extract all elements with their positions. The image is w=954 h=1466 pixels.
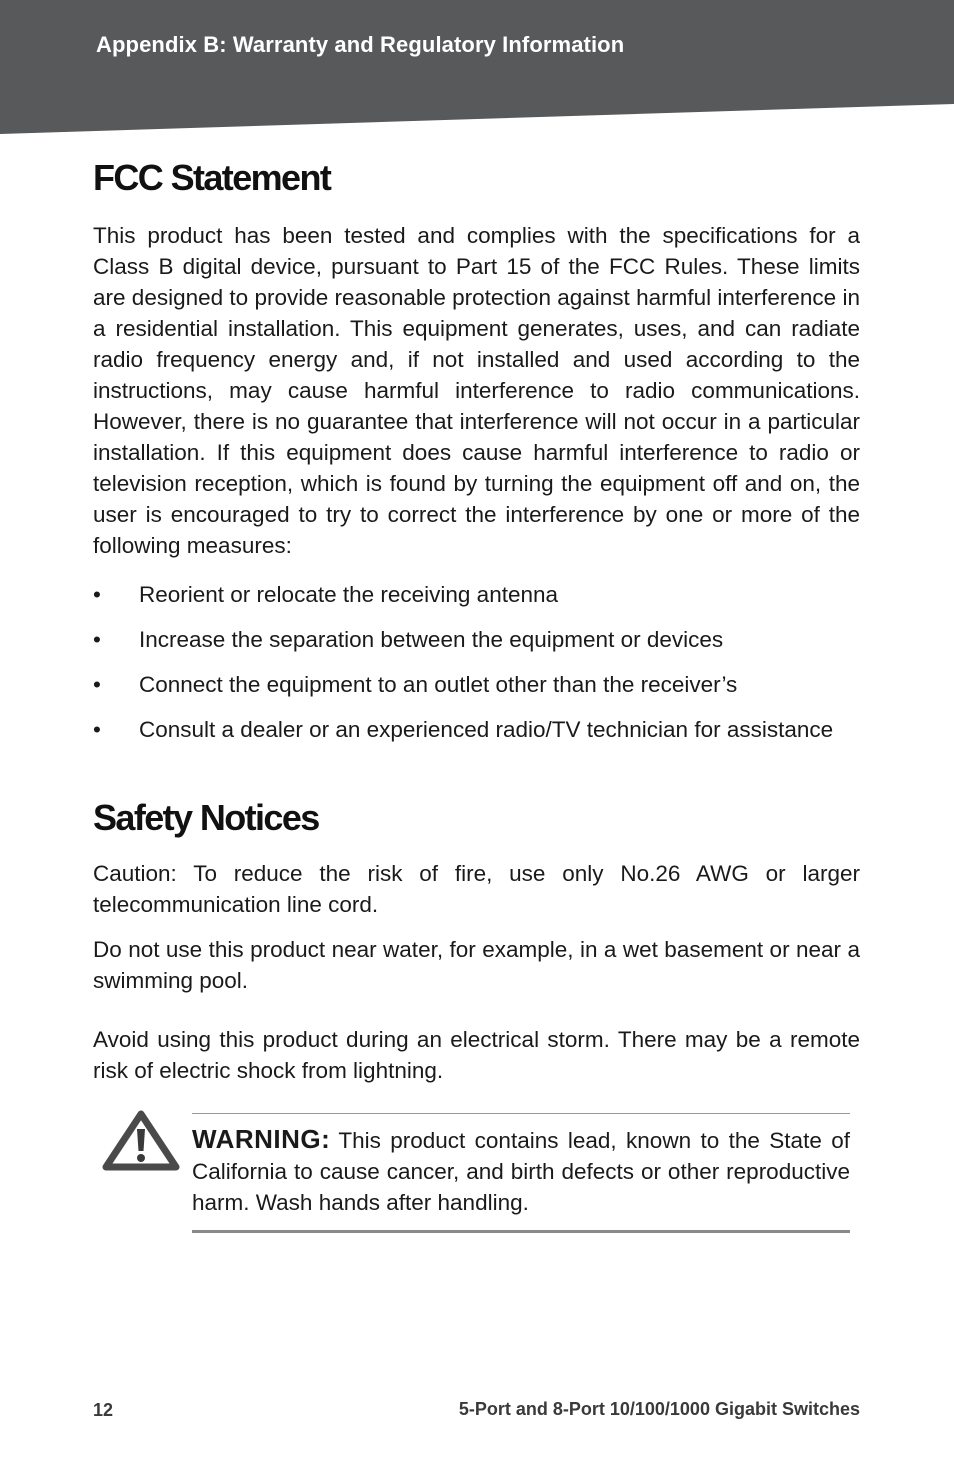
- list-item-text: Consult a dealer or an experienced radio/TV technician for assistance: [139, 717, 834, 742]
- safety-storm: [93, 1024, 860, 1086]
- measures-list: [93, 579, 860, 745]
- footer-product-name: 5-Port and 8-Port 10/100/1000 Gigabit Switches: [458, 1399, 860, 1419]
- bullet-icon: •: [93, 717, 101, 742]
- warning-triangle-icon: [102, 1109, 180, 1173]
- storm-paragraph: Avoid using this product during an electrical storm. There may be a remote risk of electric shock from lightning.: [93, 1027, 860, 1083]
- warning-text: [192, 1124, 850, 1218]
- water-paragraph: Do not use this product near water, for example, in a wet basement or near a swimming pool.: [93, 937, 860, 993]
- fcc-heading: FCC Statement: [93, 157, 331, 198]
- fcc-section: [93, 156, 860, 200]
- list-item: [93, 624, 860, 655]
- warning-label: WARNING:: [192, 1124, 331, 1154]
- safety-section: [93, 796, 860, 840]
- caution-paragraph: Caution: To reduce the risk of fire, use only No.26 AWG or larger telecommunication line cord.: [93, 861, 860, 917]
- list-item-text: Increase the separation between the equipment or devices: [139, 627, 724, 652]
- list-item-text: Connect the equipment to an outlet other than the receiver’s: [139, 672, 738, 697]
- list-item: [93, 714, 860, 745]
- header-band: [0, 0, 954, 134]
- safety-caution: [93, 858, 860, 920]
- list-item: [93, 669, 860, 700]
- list-item: [93, 579, 860, 610]
- chapter-title: Appendix B: Warranty and Regulatory Information: [96, 32, 625, 57]
- bullet-icon: •: [93, 672, 101, 697]
- fcc-measures: [93, 579, 860, 745]
- bullet-icon: •: [93, 582, 101, 607]
- fcc-body: [93, 220, 860, 561]
- warning-body: This product contains lead, known to the State of California to cause cancer, and birth defects or other reproductive harm. Wash hands after handling.: [192, 1128, 850, 1215]
- bullet-icon: •: [93, 627, 101, 652]
- page-number: 12: [93, 1400, 114, 1420]
- fcc-paragraph: This product has been tested and complies with the specifications for a Class B digital device, pursuant to Part 15 of the FCC Rules. These limits are designed to provide reasonable protection against harmful interference in a residential installation. This equipment generates, uses, and can radiate radio frequency energy and, if not installed and used according to the instructions, may cause harmful interference to radio communications. However, there is no guarantee that interference will not occur in a particular installation. If this equipment does cause harmful interference to radio or television reception, which is found by turning the equipment off and on, the user is encouraged to try to correct the interference by one or more of the following measures:: [93, 223, 860, 558]
- safety-heading: Safety Notices: [93, 797, 319, 838]
- warning-box: [192, 1113, 850, 1233]
- list-item-text: Reorient or relocate the receiving antenna: [139, 582, 559, 607]
- safety-water: [93, 934, 860, 996]
